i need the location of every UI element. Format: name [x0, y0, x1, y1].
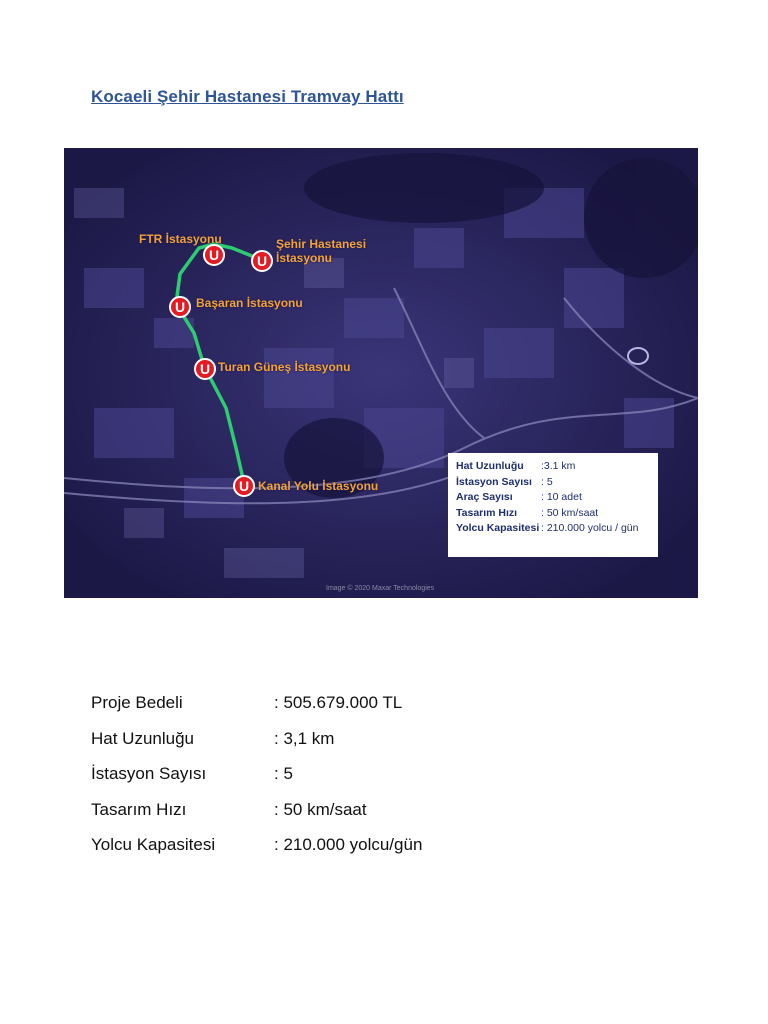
station-marker-kanal-yolu: U: [233, 475, 255, 497]
detail-row: Tasarım Hızı : 50 km/saat: [91, 799, 367, 819]
info-row: Tasarım Hızı : 50 km/saat: [456, 506, 599, 519]
tram-route-map: [64, 148, 698, 598]
info-row: Araç Sayısı : 10 adet: [456, 491, 582, 503]
station-label-sehir-hastanesi: Şehir Hastanesi İstasyonu: [276, 237, 367, 265]
info-row: İstasyon Sayısı : 5: [456, 475, 553, 488]
station-marker-ftr: U: [203, 244, 225, 266]
detail-row: İstasyon Sayısı : 5: [91, 764, 293, 783]
page-title: Kocaeli Şehir Hastanesi Tramvay Hattı: [91, 87, 404, 106]
info-row: Hat Uzunluğu :3.1 km: [456, 460, 576, 472]
detail-row: Proje Bedeli : 505.679.000 TL: [91, 693, 403, 712]
station-label-basaran: Başaran İstasyonu: [196, 296, 303, 310]
station-marker-sehir-hastanesi: U: [251, 250, 273, 272]
station-marker-turan-gunes: U: [194, 358, 216, 380]
detail-row: Yolcu Kapasitesi : 210.000 yolcu/gün: [91, 835, 423, 854]
route-info-box: [448, 453, 658, 557]
project-details: [91, 688, 422, 866]
station-label-kanal-yolu: Kanal Yolu İstasyonu: [258, 479, 379, 493]
station-label-ftr: FTR İstasyonu: [139, 232, 222, 246]
info-row: Yolcu Kapasitesi : 210.000 yolcu / gün: [456, 522, 639, 534]
detail-row: Hat Uzunluğu : 3,1 km: [91, 728, 335, 748]
station-label-turan-gunes: Turan Güneş İstasyonu: [218, 360, 351, 374]
station-marker-basaran: U: [169, 296, 191, 318]
imagery-credit: Image © 2020 Maxar Technologies: [326, 585, 435, 592]
